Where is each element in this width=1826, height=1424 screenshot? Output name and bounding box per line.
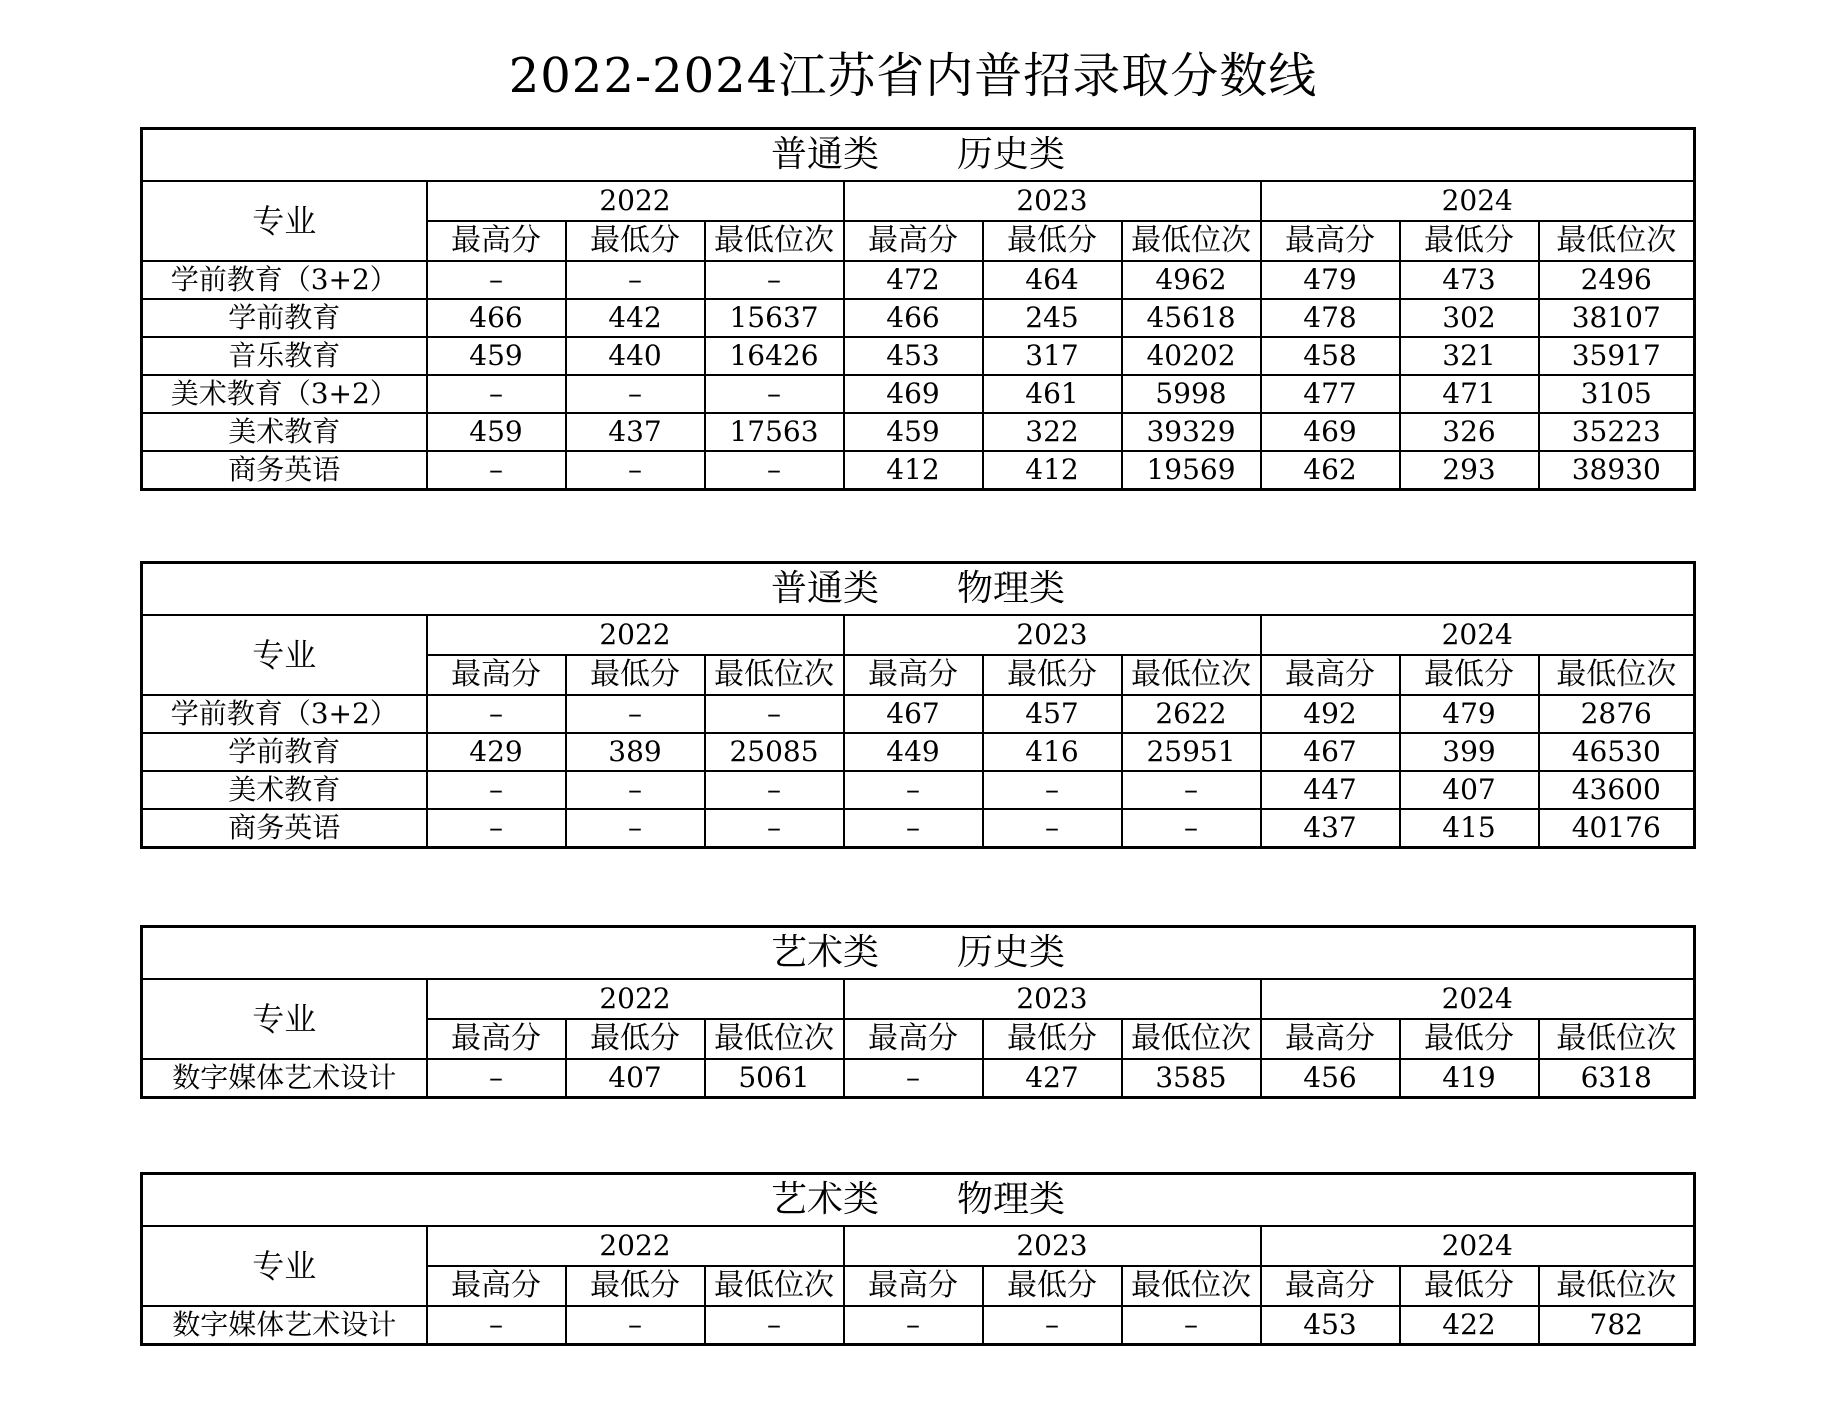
year-header-2024: 2024 xyxy=(1261,979,1695,1019)
score-cell: 35223 xyxy=(1539,413,1695,451)
col-header-rank: 最低位次 xyxy=(705,1266,844,1306)
major-cell: 数字媒体艺术设计 xyxy=(142,1306,427,1345)
table-row xyxy=(142,1059,1695,1098)
score-cell: 389 xyxy=(566,733,705,771)
col-header-min: 最低分 xyxy=(566,1266,705,1306)
page-title: 2022-2024江苏省内普招录取分数线 xyxy=(508,48,1318,104)
year-header-2022: 2022 xyxy=(427,181,844,221)
col-header-max: 最高分 xyxy=(844,655,983,695)
year-header-row xyxy=(142,979,1695,1019)
score-cell: 4962 xyxy=(1122,261,1261,299)
score-cell: – xyxy=(566,261,705,299)
score-cell: – xyxy=(983,809,1122,848)
score-cell: – xyxy=(705,1306,844,1345)
score-cell: – xyxy=(1122,771,1261,809)
score-cell: 478 xyxy=(1261,299,1400,337)
category-label: 艺术类 xyxy=(770,932,879,973)
score-cell: 419 xyxy=(1400,1059,1539,1098)
table-row xyxy=(142,299,1695,337)
score-cell: 40176 xyxy=(1539,809,1695,848)
year-header-2022: 2022 xyxy=(427,979,844,1019)
col-header-rank: 最低位次 xyxy=(705,1019,844,1059)
col-header-max: 最高分 xyxy=(427,221,566,261)
table-category-heading xyxy=(142,129,1695,182)
score-cell: 245 xyxy=(983,299,1122,337)
score-cell: 25085 xyxy=(705,733,844,771)
table-category-heading xyxy=(142,563,1695,616)
score-table-art-history xyxy=(140,925,1696,1099)
col-header-rank: 最低位次 xyxy=(705,655,844,695)
score-cell: 407 xyxy=(566,1059,705,1098)
score-cell: 5998 xyxy=(1122,375,1261,413)
score-cell: 46530 xyxy=(1539,733,1695,771)
col-header-rank: 最低位次 xyxy=(1539,221,1695,261)
col-header-rank: 最低位次 xyxy=(1122,1019,1261,1059)
table-row xyxy=(142,809,1695,848)
score-cell: 466 xyxy=(844,299,983,337)
col-header-min: 最低分 xyxy=(983,221,1122,261)
subject-label: 历史类 xyxy=(957,932,1066,973)
score-cell: 40202 xyxy=(1122,337,1261,375)
year-header-2024: 2024 xyxy=(1261,615,1695,655)
table-row xyxy=(142,695,1695,733)
table-category-row xyxy=(142,129,1695,182)
score-cell: – xyxy=(705,771,844,809)
major-cell: 美术教育 xyxy=(142,771,427,809)
score-cell: – xyxy=(566,771,705,809)
score-cell: – xyxy=(705,695,844,733)
col-header-max: 最高分 xyxy=(1261,1266,1400,1306)
score-cell: 5061 xyxy=(705,1059,844,1098)
score-cell: 477 xyxy=(1261,375,1400,413)
score-cell: – xyxy=(844,1059,983,1098)
table-row xyxy=(142,771,1695,809)
score-cell: 471 xyxy=(1400,375,1539,413)
score-cell: 479 xyxy=(1261,261,1400,299)
score-cell: 462 xyxy=(1261,451,1400,490)
score-table-art-physics xyxy=(140,1172,1696,1346)
score-cell: – xyxy=(983,1306,1122,1345)
score-cell: 467 xyxy=(1261,733,1400,771)
col-header-rank: 最低位次 xyxy=(1122,1266,1261,1306)
score-cell: 461 xyxy=(983,375,1122,413)
subject-label: 物理类 xyxy=(957,1179,1066,1220)
score-cell: – xyxy=(427,261,566,299)
major-cell: 商务英语 xyxy=(142,809,427,848)
score-cell: 412 xyxy=(983,451,1122,490)
col-header-max: 最高分 xyxy=(844,1266,983,1306)
year-header-row xyxy=(142,615,1695,655)
table-category-heading xyxy=(142,1174,1695,1227)
score-cell: 3105 xyxy=(1539,375,1695,413)
col-header-rank: 最低位次 xyxy=(1122,221,1261,261)
score-cell: – xyxy=(427,451,566,490)
score-cell: 399 xyxy=(1400,733,1539,771)
major-cell: 美术教育（3+2） xyxy=(142,375,427,413)
score-cell: 447 xyxy=(1261,771,1400,809)
major-cell: 学前教育（3+2） xyxy=(142,695,427,733)
score-cell: 326 xyxy=(1400,413,1539,451)
score-cell: 492 xyxy=(1261,695,1400,733)
score-cell: – xyxy=(427,1306,566,1345)
major-cell: 学前教育 xyxy=(142,733,427,771)
major-cell: 商务英语 xyxy=(142,451,427,490)
score-cell: 457 xyxy=(983,695,1122,733)
col-header-min: 最低分 xyxy=(566,1019,705,1059)
score-cell: – xyxy=(427,1059,566,1098)
score-cell: 293 xyxy=(1400,451,1539,490)
category-label: 普通类 xyxy=(770,568,879,609)
score-cell: 38930 xyxy=(1539,451,1695,490)
col-header-max: 最高分 xyxy=(844,1019,983,1059)
score-cell: – xyxy=(705,375,844,413)
score-cell: 43600 xyxy=(1539,771,1695,809)
col-header-rank: 最低位次 xyxy=(1539,1266,1695,1306)
year-header-2022: 2022 xyxy=(427,615,844,655)
score-cell: 442 xyxy=(566,299,705,337)
year-header-2023: 2023 xyxy=(844,181,1261,221)
score-cell: 467 xyxy=(844,695,983,733)
major-cell: 音乐教育 xyxy=(142,337,427,375)
col-header-max: 最高分 xyxy=(1261,655,1400,695)
score-cell: – xyxy=(1122,1306,1261,1345)
score-cell: – xyxy=(705,451,844,490)
score-table-general-physics xyxy=(140,561,1696,849)
score-cell: 415 xyxy=(1400,809,1539,848)
score-cell: 453 xyxy=(844,337,983,375)
year-header-2022: 2022 xyxy=(427,1226,844,1266)
score-cell: 459 xyxy=(427,337,566,375)
col-header-min: 最低分 xyxy=(983,1019,1122,1059)
score-cell: 473 xyxy=(1400,261,1539,299)
table-row xyxy=(142,261,1695,299)
table-category-row xyxy=(142,1174,1695,1227)
col-header-max: 最高分 xyxy=(844,221,983,261)
score-cell: – xyxy=(427,375,566,413)
score-cell: 453 xyxy=(1261,1306,1400,1345)
score-cell: 321 xyxy=(1400,337,1539,375)
col-header-min: 最低分 xyxy=(1400,221,1539,261)
score-cell: – xyxy=(705,261,844,299)
score-cell: 2496 xyxy=(1539,261,1695,299)
score-cell: 456 xyxy=(1261,1059,1400,1098)
score-cell: 464 xyxy=(983,261,1122,299)
score-cell: – xyxy=(566,1306,705,1345)
score-cell: 322 xyxy=(983,413,1122,451)
major-column-header: 专业 xyxy=(142,181,427,261)
col-header-min: 最低分 xyxy=(1400,1019,1539,1059)
score-cell: 459 xyxy=(844,413,983,451)
score-cell: 16426 xyxy=(705,337,844,375)
col-header-rank: 最低位次 xyxy=(1539,1019,1695,1059)
year-header-row xyxy=(142,1226,1695,1266)
category-label: 艺术类 xyxy=(770,1179,879,1220)
score-cell: 469 xyxy=(1261,413,1400,451)
score-cell: 17563 xyxy=(705,413,844,451)
score-cell: 15637 xyxy=(705,299,844,337)
score-cell: 45618 xyxy=(1122,299,1261,337)
subject-label: 历史类 xyxy=(957,134,1066,175)
major-column-header: 专业 xyxy=(142,1226,427,1306)
col-header-rank: 最低位次 xyxy=(705,221,844,261)
col-header-min: 最低分 xyxy=(983,1266,1122,1306)
col-header-max: 最高分 xyxy=(427,655,566,695)
score-cell: 3585 xyxy=(1122,1059,1261,1098)
score-cell: 39329 xyxy=(1122,413,1261,451)
col-header-max: 最高分 xyxy=(1261,1019,1400,1059)
score-cell: 472 xyxy=(844,261,983,299)
major-cell: 数字媒体艺术设计 xyxy=(142,1059,427,1098)
major-column-header: 专业 xyxy=(142,979,427,1059)
table-row xyxy=(142,1306,1695,1345)
year-header-2024: 2024 xyxy=(1261,181,1695,221)
score-cell: 440 xyxy=(566,337,705,375)
score-cell: 317 xyxy=(983,337,1122,375)
score-cell: 422 xyxy=(1400,1306,1539,1345)
score-cell: 437 xyxy=(566,413,705,451)
score-cell: 6318 xyxy=(1539,1059,1695,1098)
score-cell: 782 xyxy=(1539,1306,1695,1345)
score-table-general-history xyxy=(140,127,1696,491)
score-cell: 458 xyxy=(1261,337,1400,375)
subject-label: 物理类 xyxy=(957,568,1066,609)
score-cell: 2622 xyxy=(1122,695,1261,733)
score-cell: 416 xyxy=(983,733,1122,771)
score-cell: – xyxy=(427,695,566,733)
table-row xyxy=(142,375,1695,413)
score-cell: 25951 xyxy=(1122,733,1261,771)
table-row xyxy=(142,413,1695,451)
score-cell: 459 xyxy=(427,413,566,451)
table-row xyxy=(142,451,1695,490)
score-cell: – xyxy=(705,809,844,848)
score-cell: – xyxy=(566,695,705,733)
score-cell: – xyxy=(427,771,566,809)
year-header-2023: 2023 xyxy=(844,1226,1261,1266)
score-cell: 449 xyxy=(844,733,983,771)
col-header-rank: 最低位次 xyxy=(1539,655,1695,695)
major-cell: 学前教育（3+2） xyxy=(142,261,427,299)
major-cell: 美术教育 xyxy=(142,413,427,451)
table-category-row xyxy=(142,563,1695,616)
score-cell: 19569 xyxy=(1122,451,1261,490)
col-header-min: 最低分 xyxy=(1400,655,1539,695)
table-category-heading xyxy=(142,927,1695,980)
score-cell: – xyxy=(1122,809,1261,848)
col-header-min: 最低分 xyxy=(566,221,705,261)
score-cell: 469 xyxy=(844,375,983,413)
year-header-2023: 2023 xyxy=(844,979,1261,1019)
score-cell: – xyxy=(983,771,1122,809)
score-cell: 38107 xyxy=(1539,299,1695,337)
year-header-row xyxy=(142,181,1695,221)
year-header-2023: 2023 xyxy=(844,615,1261,655)
score-cell: 35917 xyxy=(1539,337,1695,375)
score-cell: 437 xyxy=(1261,809,1400,848)
score-cell: 302 xyxy=(1400,299,1539,337)
table-category-row xyxy=(142,927,1695,980)
score-cell: – xyxy=(844,771,983,809)
score-cell: – xyxy=(844,1306,983,1345)
score-cell: 412 xyxy=(844,451,983,490)
score-cell: 479 xyxy=(1400,695,1539,733)
col-header-min: 最低分 xyxy=(983,655,1122,695)
col-header-min: 最低分 xyxy=(1400,1266,1539,1306)
major-column-header: 专业 xyxy=(142,615,427,695)
score-cell: – xyxy=(566,375,705,413)
col-header-max: 最高分 xyxy=(427,1266,566,1306)
score-cell: 407 xyxy=(1400,771,1539,809)
score-cell: – xyxy=(427,809,566,848)
score-cell: – xyxy=(566,451,705,490)
table-row xyxy=(142,733,1695,771)
col-header-max: 最高分 xyxy=(1261,221,1400,261)
score-cell: 427 xyxy=(983,1059,1122,1098)
table-row xyxy=(142,337,1695,375)
col-header-rank: 最低位次 xyxy=(1122,655,1261,695)
major-cell: 学前教育 xyxy=(142,299,427,337)
score-cell: – xyxy=(566,809,705,848)
score-cell: – xyxy=(844,809,983,848)
score-cell: 2876 xyxy=(1539,695,1695,733)
year-header-2024: 2024 xyxy=(1261,1226,1695,1266)
col-header-min: 最低分 xyxy=(566,655,705,695)
score-cell: 466 xyxy=(427,299,566,337)
score-cell: 429 xyxy=(427,733,566,771)
col-header-max: 最高分 xyxy=(427,1019,566,1059)
category-label: 普通类 xyxy=(770,134,879,175)
